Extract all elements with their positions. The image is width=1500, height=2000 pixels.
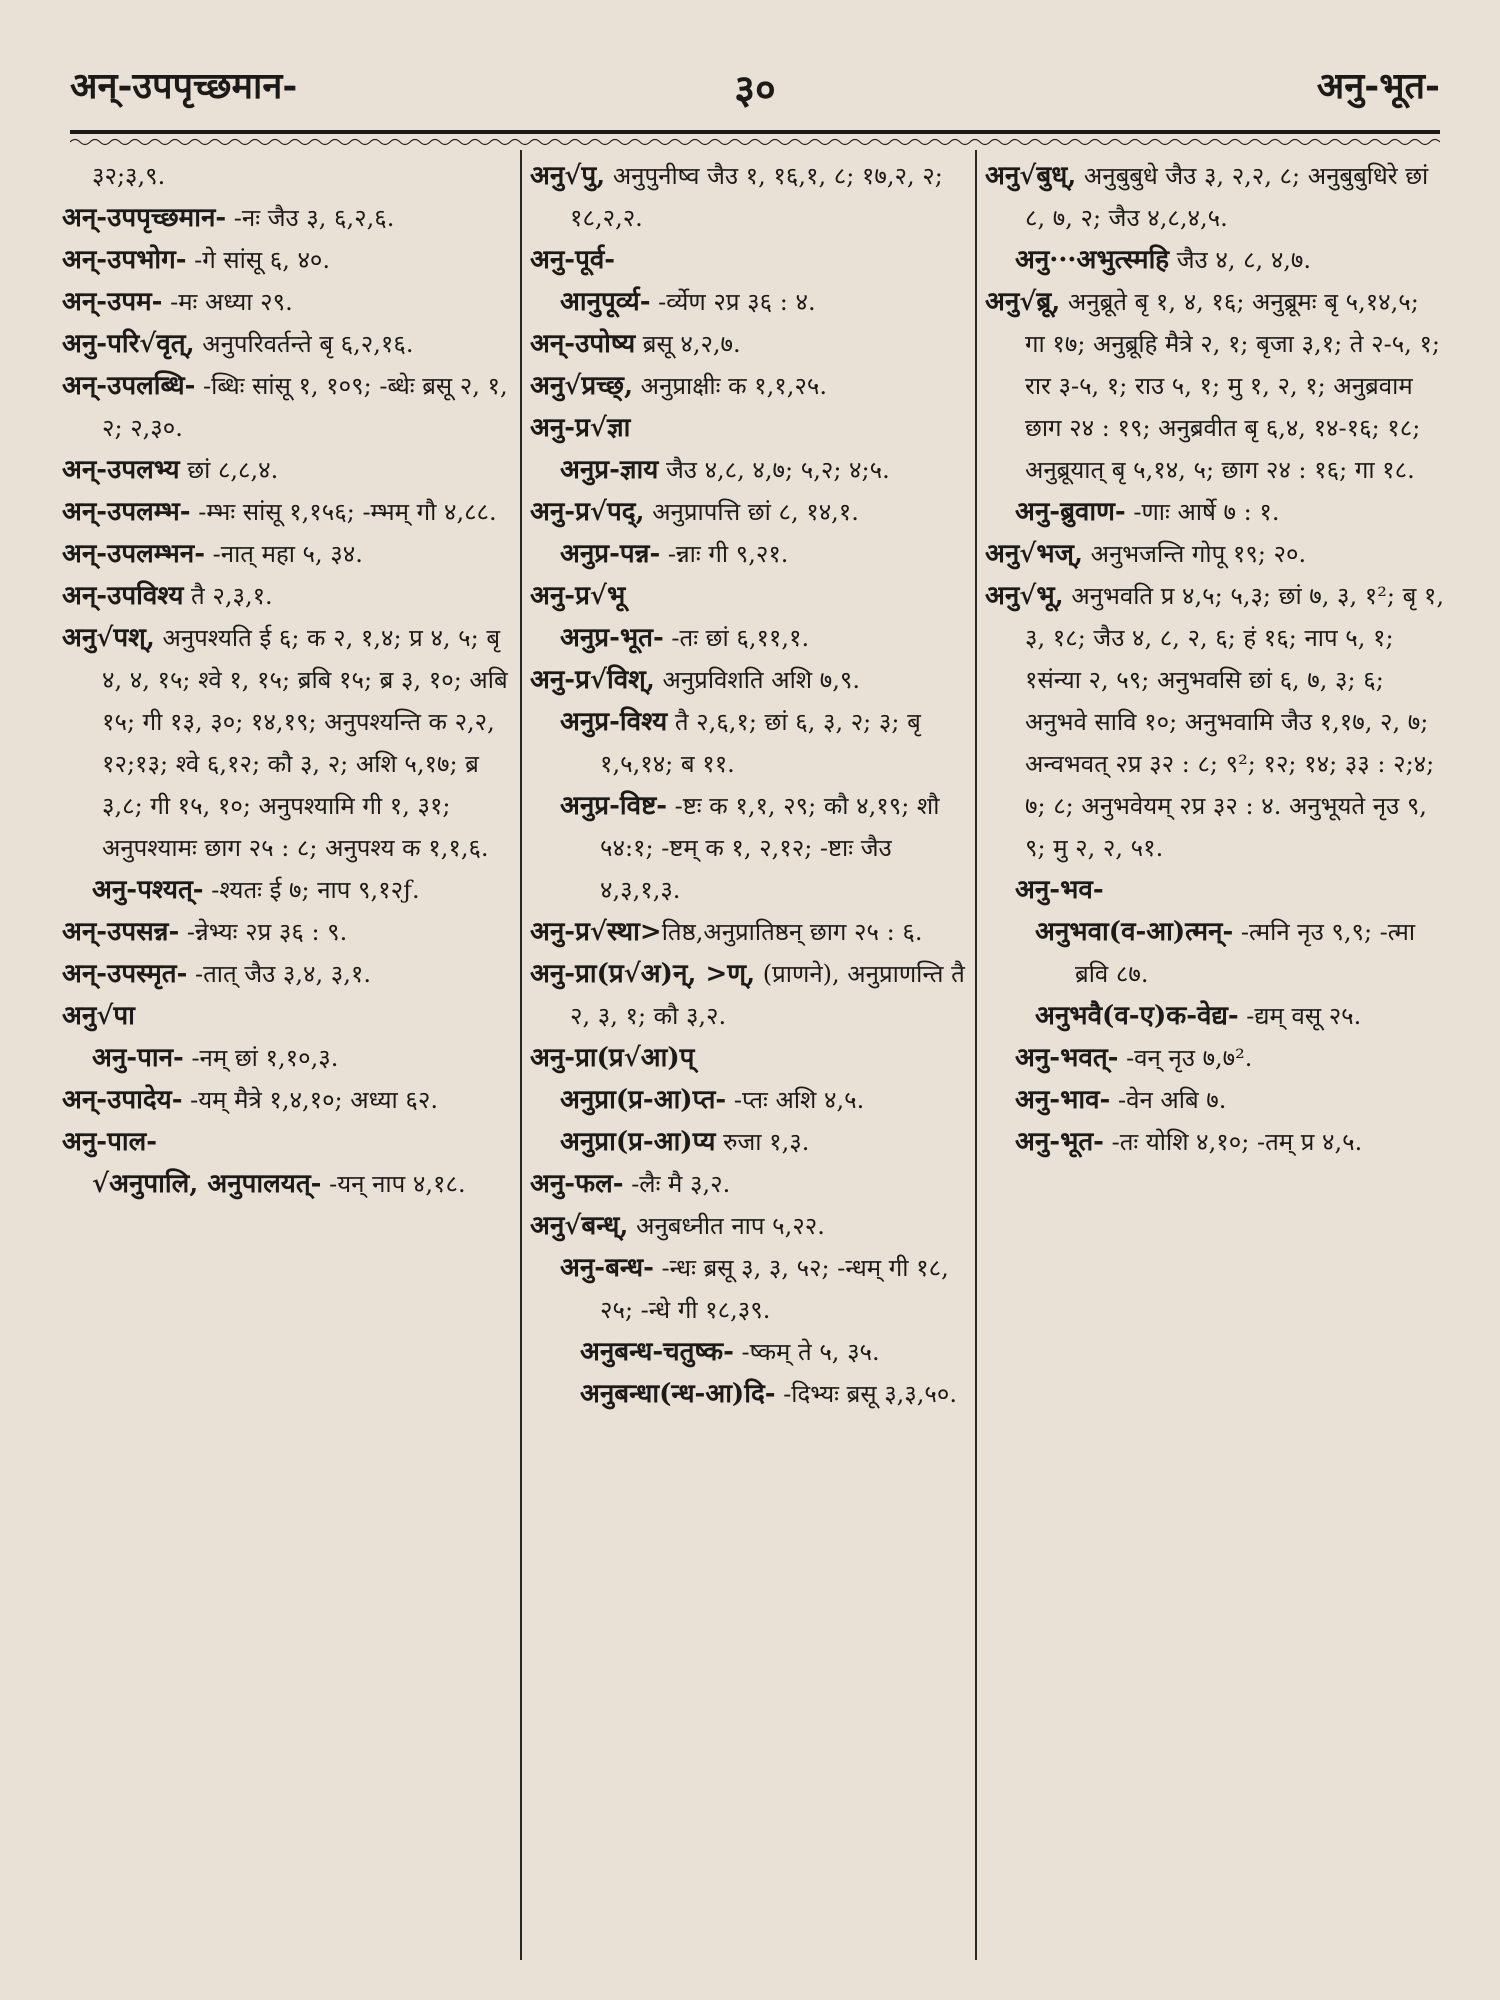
dictionary-entry	[530, 1247, 968, 1331]
dictionary-entry	[530, 1037, 968, 1079]
entry-references: ३२;३,९.	[92, 162, 166, 190]
dictionary-entry	[62, 1079, 510, 1121]
dictionary-entry	[530, 1163, 968, 1205]
dictionary-entry	[62, 1121, 510, 1163]
entry-references: अनुबुबुधे जैउ ३, २,२, ८; अनुबुबुधिरे छां ८, ७, २; जैउ ४,८,४,५.	[1025, 162, 1429, 232]
dictionary-entry	[530, 659, 968, 701]
entry-references: -नम् छां १,१०,३.	[183, 1044, 339, 1072]
entry-references: अनुबध्नीत नाप ५,२२.	[628, 1212, 825, 1240]
entry-headword: अनु-ब्रुवाण-	[1015, 497, 1126, 527]
header-wavy-rule	[70, 137, 1440, 147]
entry-headword: अन्-उपपृच्छमान-	[62, 203, 227, 233]
entry-references: अनुभवति प्र ४,५; ५,३; छां ७, ३, १²; बृ १, ३, १८; जैउ ४, ८, २, ६; हं १६; नाप ५, १; १संन्या २, ५९; अनुभवसि छां ६, ७, ३; ६; अनुभवे सावि १०; अनुभवामि जैउ १,१७, २, ७; अन्वभवत् २प्र ३२ : ८; ९²; १२; १४; ३३ : २;४; ७; ८; अनुभवेयम् २प्र ३२ : ४. अनुभूयते नृउ ९, ९; मु २, २, ५१.	[1025, 582, 1445, 862]
entry-headword: अनुभवा(व-आ)त्मन्-	[1035, 917, 1234, 947]
dictionary-entry	[62, 491, 510, 533]
entry-headword: अनु-भाव-	[1015, 1085, 1111, 1115]
entry-references: -र्व्येण २प्र ३६ : ४.	[650, 288, 816, 316]
entry-headword: अनुप्र-विश्य	[560, 707, 668, 737]
dictionary-entry	[530, 407, 968, 449]
dictionary-entry	[985, 491, 1445, 533]
entry-references: -यन् नाप ४,१८.	[321, 1170, 466, 1198]
entry-references: -वेन अबि ७.	[1110, 1086, 1227, 1114]
entry-headword: अनु-भूत-	[1015, 1127, 1104, 1157]
dictionary-entry	[530, 785, 968, 911]
entry-headword: अनु-पूर्व-	[530, 245, 616, 275]
entry-headword: अनुप्र-भूत-	[560, 623, 664, 653]
entry-references: -णाः आर्षे ७ : १.	[1125, 498, 1280, 526]
entry-references: अनुप्राक्षीः क १,१,२५.	[633, 372, 827, 400]
dictionary-entry	[985, 575, 1445, 869]
entry-references: -नः जैउ ३, ६,२,६.	[226, 204, 395, 232]
entry-references: तै २,६,१; छां ६, ३, २; ३; बृ १,५,१४; ब ११.	[600, 708, 921, 778]
entry-headword: अन्-उपादेय-	[62, 1085, 183, 1115]
entry-headword: अन्-उपसन्न-	[62, 917, 180, 947]
column-1	[62, 155, 510, 1205]
entry-references: (प्राणने), अनुप्राणन्ति तै २, ३, १; कौ ३,२.	[570, 960, 965, 1030]
entry-references: अनुप्रापत्ति छां ८, १४,१.	[644, 498, 859, 526]
column-divider	[520, 150, 522, 1960]
entry-headword: अनुप्र-ज्ञाय	[560, 455, 659, 485]
dictionary-entry	[62, 911, 510, 953]
dictionary-entry	[985, 239, 1445, 281]
dictionary-entry	[62, 995, 510, 1037]
entry-references: -मः अध्या २९.	[162, 288, 293, 316]
dictionary-entry	[985, 155, 1445, 239]
dictionary-entry	[530, 449, 968, 491]
dictionary-entry	[530, 911, 968, 953]
entry-references: जैउ ४,८, ४,७; ५,२; ४;५.	[658, 456, 890, 484]
entry-references: -प्तः अशि ४,५.	[726, 1086, 865, 1114]
entry-references: अनुप्रविशति अशि ७,९.	[654, 666, 860, 694]
dictionary-entry	[530, 1373, 968, 1415]
entry-references: अनुपरिवर्तन्ते बृ ६,२,१६.	[194, 330, 414, 358]
dictionary-entry	[985, 1037, 1445, 1079]
entry-headword: अनु-प्रा(प्र√अ)न्, >ण्,	[530, 959, 756, 989]
entry-headword: अनु···अभुत्स्महि	[1015, 245, 1170, 275]
entry-headword: अन्-उपोष्य	[530, 329, 636, 359]
entry-references: -तः छां ६,११,१.	[663, 624, 810, 652]
page-header	[70, 60, 1440, 130]
dictionary-entry	[62, 533, 510, 575]
entry-references: -वन् नृउ ७,७².	[1118, 1044, 1253, 1072]
entry-headword: अनु-परि√वृत्,	[62, 329, 195, 359]
dictionary-entry	[530, 365, 968, 407]
entry-references: -न्नाः गी ९,२१.	[660, 540, 789, 568]
entry-references: -यम् मैत्रे १,४,१०; अध्या ६२.	[182, 1086, 438, 1114]
entry-headword: √अनुपालि, अनुपालयत्-	[92, 1169, 322, 1199]
entry-headword: अन्-उपविश्य	[62, 581, 184, 611]
column-divider	[975, 150, 977, 1960]
entry-references: जैउ ४, ८, ४,७.	[1169, 246, 1312, 274]
entry-headword: अनु-प्रा(प्र√आ)प्	[530, 1043, 695, 1073]
entry-headword: अनु-प्र√विश्,	[530, 665, 655, 695]
page-number: ३०	[734, 66, 776, 113]
dictionary-entry	[530, 575, 968, 617]
entry-references: तिष्ठ,अनुप्रातिष्ठन् छाग २५ : ६.	[661, 918, 923, 946]
entry-references: अनुब्रूते बृ १, ४, १६; अनुब्रूमः बृ ५,१४,५; गा १७; अनुब्रूहि मैत्रे २, १; बृजा ३,१; ते २-५, १; रार ३-५, १; राउ ५, १; मु १, २, १; अनुब्रवाम छाग २४ : १९; अनुब्रवीत बृ ६,४, १४-१६; १८; अनुब्रूयात् बृ ५,१४, ५; छाग २४ : १६; गा १८.	[1025, 288, 1441, 484]
dictionary-entry	[62, 869, 510, 911]
dictionary-entry	[985, 911, 1445, 995]
entry-headword: अनु√पु,	[530, 161, 606, 191]
entry-headword: अनुप्रा(प्र-आ)प्त-	[560, 1085, 727, 1115]
entry-references: -ष्टः क १,१, २९; कौ ४,१९; शौ ५४:१; -ष्टम् क १, २,१२; -ष्टाः जैउ ४,३,१,३.	[600, 792, 940, 904]
entry-references: -तः योशि ४,१०; -तम् प्र ४,५.	[1103, 1128, 1363, 1156]
dictionary-entry	[62, 155, 510, 197]
dictionary-entry	[530, 1331, 968, 1373]
dictionary-entry	[530, 701, 968, 785]
dictionary-entry	[530, 323, 968, 365]
entry-headword: अनुबन्धा(न्ध-आ)दि-	[580, 1379, 776, 1409]
entry-headword: अनुभवै(व-ए)क-वेद्य-	[1035, 1001, 1239, 1031]
header-rule	[70, 130, 1440, 134]
dictionary-entry	[530, 155, 968, 239]
dictionary-entry	[985, 995, 1445, 1037]
entry-headword: अन्-उपलभ्य	[62, 455, 180, 485]
entry-references: -न्धः ब्रसू ३, ३, ५२; -न्धम् गी १८, २५; -न्धे गी १८,३९.	[600, 1254, 949, 1324]
entry-headword: अनु-पाल-	[62, 1127, 158, 1157]
entry-headword: अन्-उपलम्भ-	[62, 497, 191, 527]
entry-headword: अनु√बुध्,	[985, 161, 1077, 191]
entry-references: -श्यतः ई ७; नाप ९,१२ƒ.	[203, 876, 420, 904]
entry-headword: अनु-प्र√भू	[530, 581, 626, 611]
entry-references: ब्रसू ४,२,७.	[635, 330, 741, 358]
entry-references: रुजा १,३.	[715, 1128, 810, 1156]
entry-references: -न्नेभ्यः २प्र ३६ : ९.	[179, 918, 348, 946]
dictionary-entry	[985, 869, 1445, 911]
dictionary-entry	[985, 281, 1445, 491]
dictionary-entry	[62, 575, 510, 617]
entry-references: -ष्कम् ते ५, ३५.	[733, 1338, 880, 1366]
entry-headword: अनु-प्र√ज्ञा	[530, 413, 631, 443]
entry-headword: अनु√पा	[62, 1001, 135, 1031]
entry-references: अनुपश्यति ई ६; क २, १,४; प्र ४, ५; बृ ४, ४, १५; श्वे १, १५; ब्रबि १५; ब्र ३, १०; अबि १५; गी १३, ३०; १४,१९; अनुपश्यन्ति क २,२, १२;१३; श्वे ६,१२; कौ ३, २; अशि ५,१७; ब्र ३,८; गी १५, १०; अनुपश्यामि गी १, ३१; अनुपश्यामः छाग २५ : ८; अनुपश्य क १,१,६.	[102, 624, 508, 862]
entry-references: -दिभ्यः ब्रसू ३,३,५०.	[775, 1380, 958, 1408]
dictionary-entry	[985, 1079, 1445, 1121]
entry-references: -म्भः सांसू १,१५६; -म्भम् गौ ४,८८.	[190, 498, 497, 526]
entry-headword: अन्-उपलम्भन-	[62, 539, 206, 569]
entry-references: -त्मनि नृउ ९,९; -त्मा ब्रवि ८७.	[1075, 918, 1416, 988]
entry-references: अनुपुनीष्व जैउ १, १६,१, ८; १७,२, २; १८,२,२.	[570, 162, 943, 232]
entry-headword: अन्-उपस्मृत-	[62, 959, 188, 989]
dictionary-entry	[530, 491, 968, 533]
entry-references: -गे सांसू ६, ४०.	[186, 246, 331, 274]
dictionary-entry	[985, 533, 1445, 575]
entry-references: -ब्धिः सांसू १, १०९; -ब्धेः ब्रसू २, १, २; २,३०.	[102, 372, 508, 442]
entry-headword: अनु-भव-	[1015, 875, 1104, 905]
entry-headword: अनु-बन्ध-	[560, 1253, 654, 1283]
entry-references: तै २,३,१.	[183, 582, 273, 610]
entry-headword: अनु√प्रच्छ्,	[530, 371, 634, 401]
entry-headword: अन्-उपम-	[62, 287, 163, 317]
dictionary-entry	[530, 533, 968, 575]
entry-headword: अनु-पान-	[92, 1043, 184, 1073]
dictionary-entry	[530, 1205, 968, 1247]
dictionary-entry	[62, 449, 510, 491]
entry-headword: अनुप्रा(प्र-आ)प्य	[560, 1127, 716, 1157]
entry-headword: अनुप्र-पन्न-	[560, 539, 661, 569]
dictionary-entry	[530, 239, 968, 281]
dictionary-entry	[62, 239, 510, 281]
dictionary-entry	[530, 1079, 968, 1121]
dictionary-entry	[530, 953, 968, 1037]
dictionary-entry	[62, 323, 510, 365]
entry-headword: अनु-भवत्-	[1015, 1043, 1119, 1073]
entry-references: -तात् जैउ ३,४, ३,१.	[187, 960, 371, 988]
dictionary-entry	[530, 617, 968, 659]
dictionary-entry	[62, 365, 510, 449]
dictionary-entry	[62, 617, 510, 869]
header-left-guide-word: अन्-उपपृच्छमान-	[70, 65, 298, 107]
entry-headword: अनु-फल-	[530, 1169, 624, 1199]
dictionary-entry	[530, 281, 968, 323]
entry-headword: अनु√बन्ध्,	[530, 1211, 629, 1241]
dictionary-entry	[985, 1121, 1445, 1163]
entry-headword: अन्-उपभोग-	[62, 245, 187, 275]
entry-headword: अनु√ब्रू,	[985, 287, 1061, 317]
entry-references: -नात् महा ५, ३४.	[205, 540, 363, 568]
entry-headword: अनु-पश्यत्-	[92, 875, 204, 905]
column-3	[985, 155, 1445, 1163]
entry-headword: अनु-प्र√पद्,	[530, 497, 645, 527]
dictionary-entry	[62, 197, 510, 239]
dictionary-entry	[62, 1163, 510, 1205]
dictionary-entry	[62, 281, 510, 323]
entry-headword: अनुबन्ध-चतुष्क-	[580, 1337, 734, 1367]
entry-headword: अनु-प्र√स्था>	[530, 917, 662, 947]
entry-headword: अनु√पश्,	[62, 623, 155, 653]
entry-headword: आनुपूर्व्य-	[560, 287, 651, 317]
entry-headword: अनु√भू,	[985, 581, 1064, 611]
dictionary-entry	[62, 1037, 510, 1079]
header-right-guide-word: अनु-भूत-	[1316, 65, 1440, 107]
entry-references: छां ८,८,४.	[179, 456, 279, 484]
entry-headword: अन्-उपलब्धि-	[62, 371, 196, 401]
column-2	[530, 155, 968, 1415]
entry-headword: अनु√भज्,	[985, 539, 1084, 569]
entry-headword: अनुप्र-विष्ट-	[560, 791, 668, 821]
dictionary-entry	[62, 953, 510, 995]
entry-references: अनुभजन्ति गोपू १९; २०.	[1083, 540, 1307, 568]
entry-references: -द्यम् वसू २५.	[1238, 1002, 1362, 1030]
entry-references: -लैः मै ३,२.	[623, 1170, 731, 1198]
dictionary-entry	[530, 1121, 968, 1163]
